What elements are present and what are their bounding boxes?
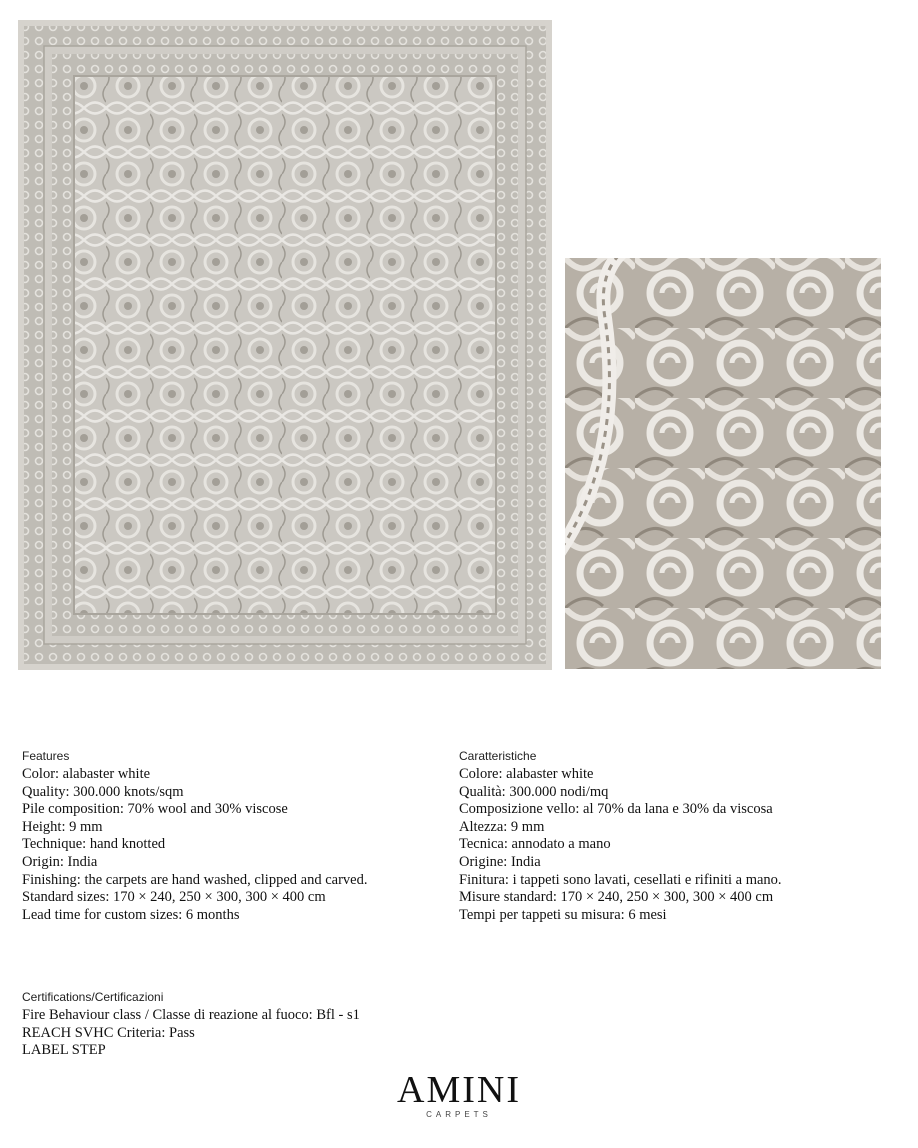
caratteristica-line: Tempi per tappeti su misura: 6 mesi [459, 906, 667, 923]
feature-line: Height: 9 mm [22, 818, 103, 835]
rug-product-image [18, 20, 552, 670]
certifications-heading: Certifications/Certificazioni [22, 990, 164, 1004]
rug-illustration [18, 20, 552, 670]
feature-line: Pile composition: 70% wool and 30% viscose [22, 801, 288, 818]
features-heading: Features [22, 749, 70, 763]
feature-line: Standard sizes: 170 × 240, 250 × 300, 300 × 400 cm [22, 889, 326, 906]
certifications-section [22, 989, 622, 1060]
caratteristiche-section [459, 748, 889, 924]
rug-detail-image [565, 258, 881, 669]
certification-line: LABEL STEP [22, 1042, 106, 1059]
detail-illustration [565, 258, 881, 669]
caratteristica-line: Composizione vello: al 70% da lana e 30% da viscosa [459, 801, 773, 818]
caratteristica-line: Altezza: 9 mm [459, 818, 545, 835]
feature-line: Quality: 300.000 knots/sqm [22, 783, 184, 800]
feature-line: Finishing: the carpets are hand washed, clipped and carved. [22, 871, 368, 888]
caratteristica-line: Finitura: i tappeti sono lavati, cesellati e rifiniti a mano. [459, 871, 782, 888]
features-section [22, 748, 442, 924]
caratteristica-line: Tecnica: annodato a mano [459, 836, 611, 853]
brand-name: AMINI [397, 1069, 521, 1111]
caratteristica-line: Misure standard: 170 × 240, 250 × 300, 300 × 400 cm [459, 889, 774, 906]
caratteristiche-heading: Caratteristiche [459, 749, 537, 763]
certification-line: Fire Behaviour class / Classe di reazione al fuoco: Bfl - s1 [22, 1007, 360, 1023]
caratteristica-line: Qualità: 300.000 nodi/mq [459, 783, 609, 800]
feature-line: Lead time for custom sizes: 6 months [22, 906, 240, 923]
feature-line: Technique: hand knotted [22, 836, 166, 853]
caratteristica-line: Origine: India [459, 853, 541, 870]
feature-line: Origin: India [22, 853, 98, 870]
feature-line: Color: alabaster white [22, 766, 151, 782]
caratteristica-line: Colore: alabaster white [459, 766, 594, 782]
brand-logo [0, 1070, 918, 1119]
brand-subtitle: CARPETS [426, 1110, 492, 1119]
certification-line: REACH SVHC Criteria: Pass [22, 1024, 195, 1041]
